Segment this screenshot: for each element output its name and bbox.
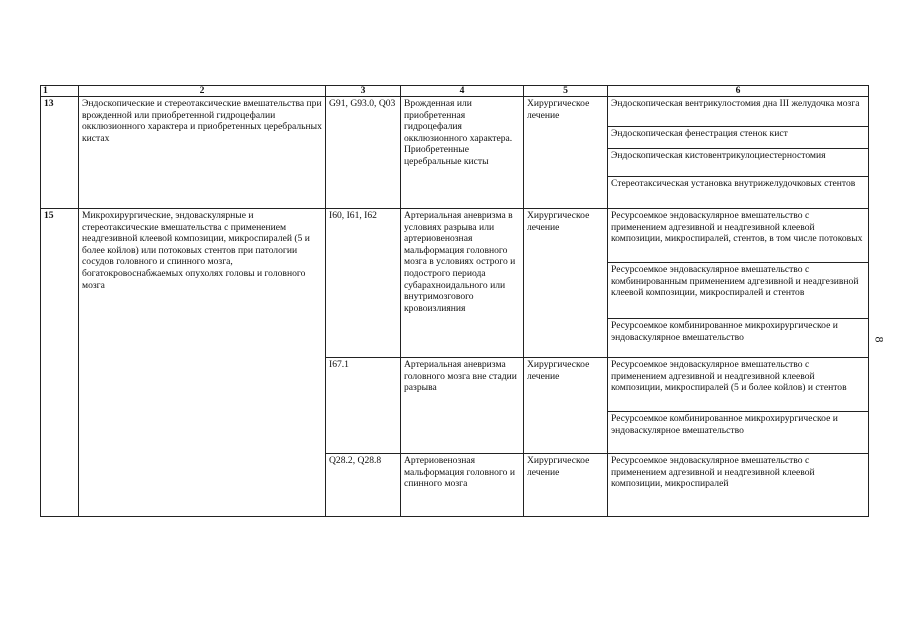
header-col-1: 1 <box>41 86 79 97</box>
method-item: Стереотаксическая установка внутрижелудочковых стентов <box>611 178 856 189</box>
table-row-15 <box>41 209 869 358</box>
header-col-2: 2 <box>79 86 326 97</box>
method-item: Ресурсоемкое эндоваскулярное вмешательство с применением адгезивной и неадгезивной клеевой композиции, микроспиралей <box>611 455 815 490</box>
procedure-name: Микрохирургические, эндоваскулярные и стереотаксические вмешательства с применением неадгезивной клеевой композиции, микроспиралей (5 и более койлов) или потоковых стентов при патологии сосудов головного и спинного мозга, богатокровоснабжаемых опухолях головы и головного мозга <box>79 209 326 517</box>
header-col-5: 5 <box>524 86 608 97</box>
icd-codes: I67.1 <box>326 358 401 454</box>
procedures-table <box>40 85 869 517</box>
diagnosis: Врожденная или приобретенная гидроцефалия окклюзионного характера. Приобретенные церебральные кисты <box>401 97 524 209</box>
row-number: 15 <box>41 209 79 517</box>
row-number: 13 <box>41 97 79 209</box>
diagnosis: Артериальная аневризма в условиях разрыва или артериовенозная мальформация головного мозга в условиях острого и подострого периода субарахноидального или внутримозгового кровоизлияния <box>401 209 524 358</box>
method-item: Эндоскопическая кистовентрикулоциестерностомия <box>608 149 868 177</box>
treatment-type: Хирургическое лечение <box>524 454 608 517</box>
diagnosis: Артериальная аневризма головного мозга вне стадии разрыва <box>401 358 524 454</box>
treatment-methods <box>608 97 869 209</box>
diagnosis: Артериовенозная мальформация головного и спинного мозга <box>401 454 524 517</box>
method-item: Ресурсоемкое комбинированное микрохирургическое и эндоваскулярное вмешательство <box>611 320 838 343</box>
treatment-type: Хирургическое лечение <box>524 209 608 358</box>
treatment-type: Хирургическое лечение <box>524 97 608 209</box>
header-col-4: 4 <box>401 86 524 97</box>
icd-codes: G91, G93.0, Q03 <box>326 97 401 209</box>
treatment-methods <box>608 209 869 358</box>
method-item: Ресурсоемкое эндоваскулярное вмешательство с комбинированным применением адгезивной и неадгезивной клеевой композиции, микроспиралей и стентов <box>608 263 868 319</box>
method-item: Ресурсоемкое эндоваскулярное вмешательство с применением адгезивной и неадгезивной клеевой композиции, микроспиралей (5 и более койлов) и стентов <box>608 358 868 412</box>
treatment-methods <box>608 454 869 517</box>
header-col-6: 6 <box>608 86 869 97</box>
table-row-13 <box>41 97 869 209</box>
method-item: Ресурсоемкое комбинированное микрохирургическое и эндоваскулярное вмешательство <box>611 413 838 436</box>
treatment-methods <box>608 358 869 454</box>
procedure-name: Эндоскопические и стереотаксические вмешательства при врожденной или приобретенной гидроцефалии окклюзионного характера и приобретенных церебральных кистах <box>79 97 326 209</box>
method-item: Ресурсоемкое эндоваскулярное вмешательство с применением адгезивной и неадгезивной клеевой композиции, микроспиралей, стентов, в том числе потоковых <box>608 209 868 263</box>
header-col-3: 3 <box>326 86 401 97</box>
treatment-type: Хирургическое лечение <box>524 358 608 454</box>
icd-codes: I60, I61, I62 <box>326 209 401 358</box>
method-item: Эндоскопическая вентрикулостомия дна III желудочка мозга <box>608 97 868 127</box>
icd-codes: Q28.2, Q28.8 <box>326 454 401 517</box>
header-row <box>41 86 869 97</box>
method-item: Эндоскопическая фенестрация стенок кист <box>608 127 868 149</box>
page-number: 8 <box>872 336 887 343</box>
